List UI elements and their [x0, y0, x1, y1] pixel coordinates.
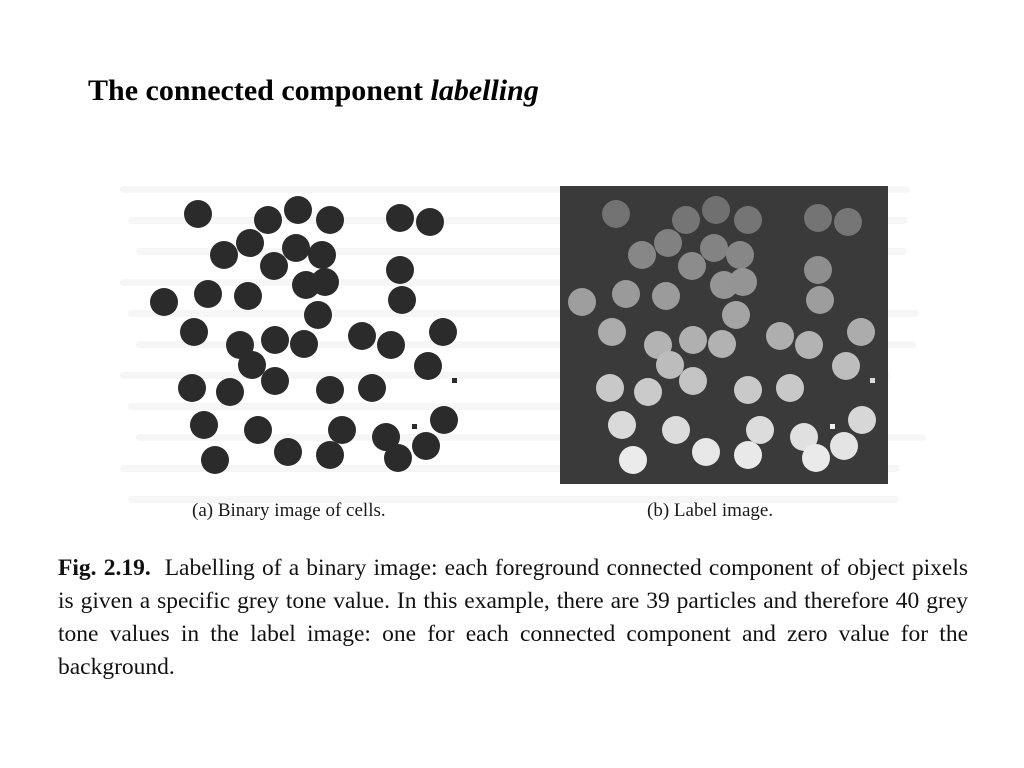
- binary-cell: [284, 196, 312, 224]
- binary-cell: [180, 318, 208, 346]
- binary-cell: [304, 301, 332, 329]
- binary-cell: [190, 411, 218, 439]
- binary-cell: [386, 204, 414, 232]
- binary-cell: [358, 374, 386, 402]
- label-cell: [804, 256, 832, 284]
- binary-cell: [150, 288, 178, 316]
- binary-cell: [260, 252, 288, 280]
- label-cell: [847, 318, 875, 346]
- binary-cell: [348, 322, 376, 350]
- label-speck: [830, 424, 835, 429]
- binary-cell: [194, 280, 222, 308]
- binary-cell: [234, 282, 262, 310]
- label-cell: [776, 374, 804, 402]
- label-cell: [746, 416, 774, 444]
- binary-cell: [254, 206, 282, 234]
- label-cell: [596, 374, 624, 402]
- label-cell: [834, 208, 862, 236]
- label-cell: [652, 282, 680, 310]
- figure-caption: [58, 552, 968, 684]
- label-speck: [870, 378, 875, 383]
- binary-cell: [429, 318, 457, 346]
- binary-cell: [316, 206, 344, 234]
- binary-cell: [388, 286, 416, 314]
- label-cell: [662, 416, 690, 444]
- label-cell: [634, 378, 662, 406]
- label-cell: [708, 330, 736, 358]
- binary-speck: [452, 378, 457, 383]
- label-cell: [679, 367, 707, 395]
- label-cell: [726, 241, 754, 269]
- binary-cell: [316, 441, 344, 469]
- label-cell: [608, 411, 636, 439]
- figure-number: Fig. 2.19.: [58, 555, 151, 581]
- label-cell: [702, 196, 730, 224]
- binary-cell: [308, 241, 336, 269]
- label-cell: [672, 206, 700, 234]
- binary-cell: [238, 351, 266, 379]
- binary-cells-panel: [150, 196, 458, 474]
- binary-cell: [412, 432, 440, 460]
- label-cell: [612, 280, 640, 308]
- label-cell: [804, 204, 832, 232]
- label-cell: [802, 444, 830, 472]
- binary-cell: [210, 241, 238, 269]
- label-cell: [806, 286, 834, 314]
- binary-cell: [377, 331, 405, 359]
- binary-cell: [328, 416, 356, 444]
- figure-caption-text: Labelling of a binary image: each foreground connected component of object pixels is given a specific grey tone value. In this example, there are 39 particles and therefore 40 grey tone values in the label image: one for each connected component and zero value for the background.: [58, 555, 968, 680]
- binary-cell: [316, 376, 344, 404]
- label-cell: [766, 322, 794, 350]
- binary-cell: [384, 444, 412, 472]
- label-cell: [568, 288, 596, 316]
- binary-cell: [244, 416, 272, 444]
- binary-cell: [290, 330, 318, 358]
- title-regular: The connected component: [88, 74, 431, 107]
- binary-cell: [274, 438, 302, 466]
- label-cell: [692, 438, 720, 466]
- panel-a-caption: (a) Binary image of cells.: [192, 500, 386, 521]
- label-cell: [722, 301, 750, 329]
- label-cell: [598, 318, 626, 346]
- label-cell: [654, 229, 682, 257]
- binary-cell: [216, 378, 244, 406]
- binary-speck: [412, 424, 417, 429]
- label-cell: [656, 351, 684, 379]
- label-cell: [734, 206, 762, 234]
- binary-cell: [236, 229, 264, 257]
- label-cell: [795, 331, 823, 359]
- label-cell: [729, 268, 757, 296]
- label-cell: [679, 326, 707, 354]
- label-cell: [700, 234, 728, 262]
- binary-cell: [311, 268, 339, 296]
- label-cell: [832, 352, 860, 380]
- label-cell: [628, 241, 656, 269]
- binary-cell: [184, 200, 212, 228]
- title-italic: labelling: [430, 74, 539, 107]
- label-cell: [734, 441, 762, 469]
- binary-cell: [386, 256, 414, 284]
- binary-cell: [416, 208, 444, 236]
- binary-cell: [178, 374, 206, 402]
- label-cell: [734, 376, 762, 404]
- binary-cell: [282, 234, 310, 262]
- label-cell: [848, 406, 876, 434]
- label-cell: [678, 252, 706, 280]
- binary-cell: [414, 352, 442, 380]
- binary-cell: [261, 367, 289, 395]
- panel-b-caption: (b) Label image.: [647, 500, 774, 521]
- binary-cell: [261, 326, 289, 354]
- label-cell: [602, 200, 630, 228]
- binary-cell: [201, 446, 229, 474]
- label-cell: [830, 432, 858, 460]
- label-cell: [619, 446, 647, 474]
- binary-cell: [430, 406, 458, 434]
